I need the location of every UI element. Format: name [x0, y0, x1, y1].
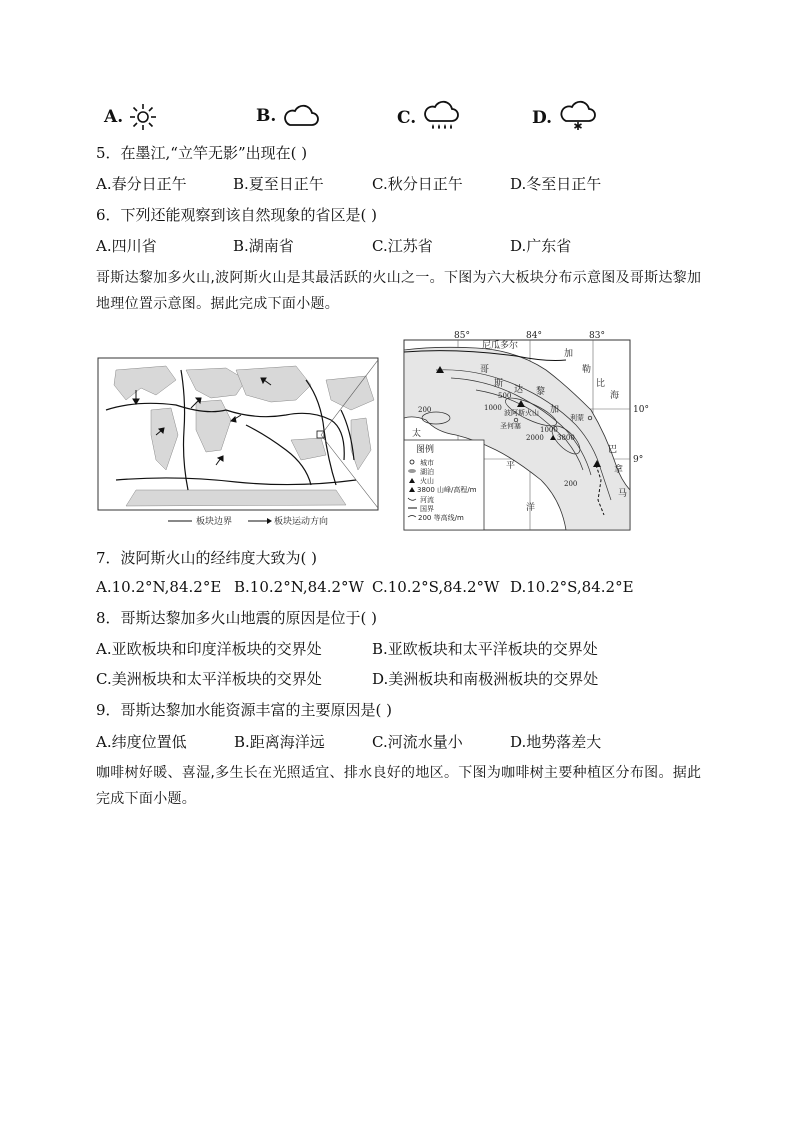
- contour-1000a: 1000: [484, 404, 502, 412]
- label-nicaragua: 尼瓜多尔: [482, 341, 519, 351]
- legend-border: 国界: [420, 505, 434, 513]
- q7-option-d[interactable]: D.10.2°S,84.2°E: [510, 578, 634, 596]
- passage-costa-rica: 哥斯达黎加多火山,波阿斯火山是其最活跃的火山之一。下图为六大板块分布示意图及哥斯达黎加地理位置示意图。据此完成下面小题。: [96, 270, 702, 312]
- figure-plates-costa-rica: [96, 331, 696, 532]
- legend-contour: 200 等高线/m: [418, 514, 464, 522]
- contour-1000b: 1000: [540, 426, 558, 434]
- legend-title: 图例: [416, 445, 435, 455]
- question-6-stem: 6．下列还能观察到该自然现象的省区是( ): [96, 206, 378, 224]
- label-peak: 3800: [557, 434, 575, 442]
- legend-plate-motion: 板块运动方向: [274, 517, 329, 527]
- question-7-stem: 7．波阿斯火山的经纬度大致为( ): [96, 549, 318, 567]
- label-panama-3: 马: [618, 489, 628, 499]
- q5-option-a[interactable]: A.春分日正午: [96, 175, 187, 193]
- q9-option-d[interactable]: D.地势落差大: [510, 733, 602, 751]
- legend-volcano: 火山: [420, 477, 434, 485]
- q6-option-c[interactable]: C.江苏省: [372, 237, 433, 255]
- legend-city: 城市: [420, 459, 434, 467]
- option-letter: C.: [397, 108, 417, 128]
- option-b-weather: [256, 103, 320, 129]
- legend-peak: 3800 山峰/高程/m: [417, 486, 477, 494]
- q7-option-b[interactable]: B.10.2°N,84.2°W: [234, 578, 364, 596]
- label-caribbean-4: 海: [610, 391, 620, 401]
- legend-river: 河流: [420, 496, 434, 504]
- sun-icon: [129, 103, 157, 131]
- label-panama-2: 拿: [614, 465, 624, 475]
- legend-lake: 湖泊: [420, 468, 434, 476]
- question-5-stem: 5．在墨江,“立竿无影”出现在( ): [96, 144, 308, 162]
- q8-option-b[interactable]: B.亚欧板块和太平洋板块的交界处: [372, 640, 598, 658]
- q6-option-d[interactable]: D.广东省: [510, 237, 572, 255]
- q8-option-c[interactable]: C.美洲板块和太平洋板块的交界处: [96, 670, 322, 688]
- lat-9-label: 9°: [633, 455, 644, 465]
- label-costa-3: 达: [514, 385, 524, 395]
- world-plates-map: [98, 358, 378, 527]
- costa-rica-map: [404, 331, 649, 530]
- label-caribbean-2: 勒: [582, 365, 592, 375]
- option-letter: D.: [532, 108, 553, 128]
- rain-cloud-icon: [422, 103, 460, 133]
- label-san-jose: 圣何塞: [500, 422, 521, 430]
- label-pacific-2: 平: [506, 461, 516, 471]
- legend-plate-boundary: 板块边界: [196, 517, 233, 527]
- option-a-weather: [104, 103, 157, 131]
- passage-coffee: 咖啡树好暖、喜湿,多生长在光照适宜、排水良好的地区。下图为咖啡树主要种植区分布图。据此完成下面小题。: [96, 765, 702, 807]
- contour-500: 500: [498, 392, 512, 400]
- option-c-weather: [397, 103, 460, 133]
- label-limon: 利蒙: [570, 414, 584, 422]
- lon-83-label: 83°: [589, 331, 605, 341]
- q5-option-c[interactable]: C.秋分日正午: [372, 175, 463, 193]
- q5-option-b[interactable]: B.夏至日正午: [233, 175, 324, 193]
- snow-cloud-icon: [558, 103, 598, 133]
- lat-10-label: 10°: [633, 405, 649, 415]
- label-panama-1: 巴: [608, 445, 618, 455]
- contour-200b: 200: [564, 480, 578, 488]
- label-caribbean-1: 加: [564, 349, 574, 359]
- q8-option-d[interactable]: D.美洲板块和南极洲板块的交界处: [372, 670, 599, 688]
- question-8-stem: 8．哥斯达黎加多火山地震的原因是位于( ): [96, 609, 378, 627]
- contour-2000: 2000: [526, 434, 544, 442]
- label-costa-4: 黎: [536, 387, 546, 397]
- q9-option-b[interactable]: B.距离海洋远: [234, 733, 325, 751]
- cloud-icon: [282, 103, 320, 129]
- question-9-stem: 9．哥斯达黎加水能资源丰富的主要原因是( ): [96, 701, 393, 719]
- q8-option-a[interactable]: A.亚欧板块和印度洋板块的交界处: [96, 640, 322, 658]
- q5-option-d[interactable]: D.冬至日正午: [510, 175, 602, 193]
- contour-200a: 200: [418, 406, 432, 414]
- label-poas: 波阿斯火山: [504, 409, 539, 417]
- label-costa-1: 哥: [480, 365, 490, 375]
- label-pacific-1: 太: [412, 429, 422, 439]
- option-letter: B.: [256, 106, 277, 126]
- label-costa-2: 斯: [494, 379, 504, 389]
- option-letter: A.: [104, 107, 124, 127]
- lon-84-label: 84°: [526, 331, 542, 341]
- q9-option-a[interactable]: A.纬度位置低: [96, 733, 187, 751]
- q7-option-c[interactable]: C.10.2°S,84.2°W: [372, 578, 500, 596]
- label-caribbean-3: 比: [596, 379, 606, 389]
- label-pacific-3: 洋: [526, 503, 536, 513]
- q9-option-c[interactable]: C.河流水量小: [372, 733, 463, 751]
- q7-option-a[interactable]: A.10.2°N,84.2°E: [96, 578, 222, 596]
- label-costa-5: 加: [550, 405, 560, 415]
- q6-option-b[interactable]: B.湖南省: [233, 237, 294, 255]
- lon-85-label: 85°: [454, 331, 470, 341]
- q6-option-a[interactable]: A.四川省: [96, 237, 157, 255]
- option-d-weather: [532, 103, 598, 133]
